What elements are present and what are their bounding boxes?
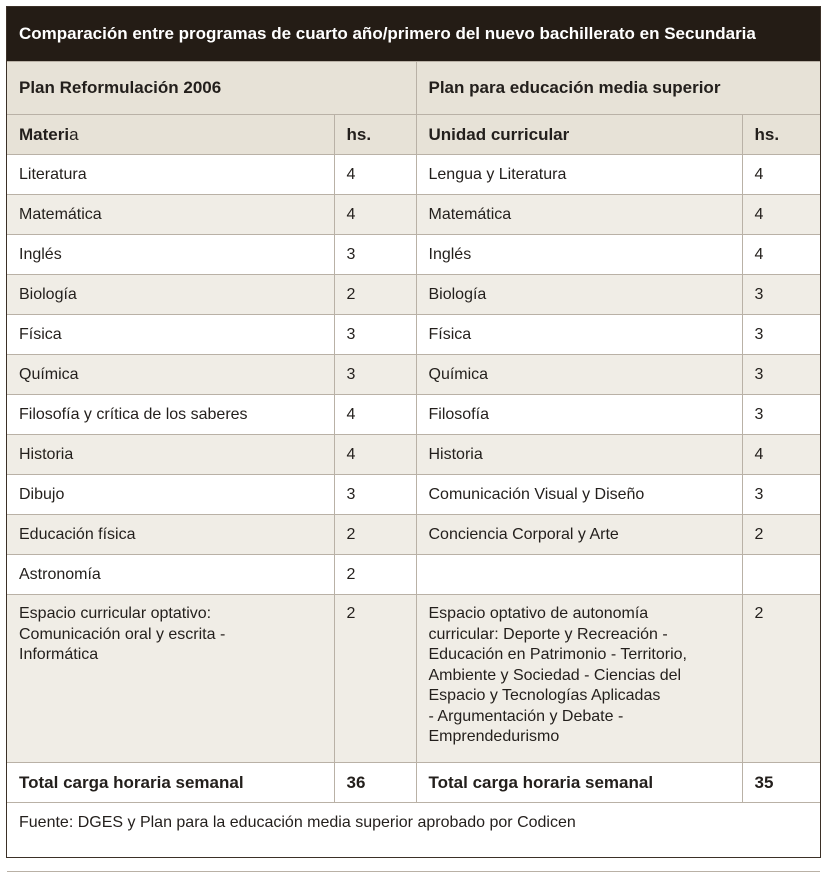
right-subject-multiline	[416, 595, 742, 763]
left-subject-line: Comunicación oral y escrita -	[19, 625, 226, 643]
right-subject-line: Espacio optativo de autonomía	[428, 605, 649, 622]
right-subject-line: curricular: Deporte y Recreación -	[428, 625, 668, 643]
left-subject-line: Espacio curricular optativo:	[19, 605, 212, 622]
left-hours: 2	[334, 555, 416, 595]
right-subject: Conciencia Corporal y Arte	[416, 515, 742, 555]
source-row	[7, 803, 820, 872]
right-subject: Física	[416, 315, 742, 355]
left-subject: Historia	[7, 435, 334, 475]
left-subject: Astronomía	[7, 555, 334, 595]
left-subject: Literatura	[7, 155, 334, 195]
table-row	[7, 355, 820, 395]
right-hours: 3	[742, 395, 820, 435]
right-hours: 3	[742, 475, 820, 515]
left-subject: Biología	[7, 275, 334, 315]
right-subject-line: Educación en Patrimonio - Territorio,	[428, 646, 687, 663]
right-hours: 2	[742, 515, 820, 555]
right-subject: Comunicación Visual y Diseño	[416, 475, 742, 515]
right-hours: 4	[742, 155, 820, 195]
total-row	[7, 763, 820, 803]
left-subject-line: Informática	[19, 646, 99, 663]
right-subject: Filosofía	[416, 395, 742, 435]
left-hours: 3	[334, 355, 416, 395]
plan-header-row	[7, 62, 820, 115]
left-hours: 3	[334, 315, 416, 355]
column-header-row	[7, 115, 820, 155]
table-row	[7, 275, 820, 315]
total-right-label: Total carga horaria semanal	[416, 763, 742, 803]
header-left-subject	[7, 115, 334, 155]
plan-left-title: Plan Reformulación 2006	[7, 62, 416, 115]
left-hours: 2	[334, 515, 416, 555]
left-subject: Inglés	[7, 235, 334, 275]
right-subject	[416, 555, 742, 595]
table-row	[7, 435, 820, 475]
left-hours: 2	[334, 595, 416, 763]
right-subject: Matemática	[416, 195, 742, 235]
table-row	[7, 475, 820, 515]
left-subject: Filosofía y crítica de los saberes	[7, 395, 334, 435]
right-hours: 2	[742, 595, 820, 763]
right-subject: Química	[416, 355, 742, 395]
comparison-table	[7, 61, 820, 872]
right-subject-line: Ambiente y Sociedad - Ciencias del	[428, 666, 682, 684]
right-subject: Historia	[416, 435, 742, 475]
left-hours: 4	[334, 195, 416, 235]
right-hours: 4	[742, 435, 820, 475]
table-row	[7, 395, 820, 435]
table-row	[7, 315, 820, 355]
right-subject-line: Emprendedurismo	[428, 728, 560, 745]
table-title: Comparación entre programas de cuarto año/primero del nuevo bachillerato en Secundaria	[7, 7, 820, 61]
left-subject: Matemática	[7, 195, 334, 235]
source-note: Fuente: DGES y Plan para la educación media superior aprobado por Codicen	[7, 803, 820, 872]
right-hours: 3	[742, 315, 820, 355]
left-hours: 4	[334, 435, 416, 475]
right-hours	[742, 555, 820, 595]
left-subject-multiline	[7, 595, 334, 763]
total-right-value: 35	[742, 763, 820, 803]
header-right-subject: Unidad curricular	[416, 115, 742, 155]
total-left-label: Total carga horaria semanal	[7, 763, 334, 803]
left-subject: Educación física	[7, 515, 334, 555]
header-left-subject-bold: Materi	[19, 124, 70, 144]
right-hours: 4	[742, 235, 820, 275]
table-row	[7, 555, 820, 595]
table-row	[7, 195, 820, 235]
left-subject: Física	[7, 315, 334, 355]
table-row-optional-space	[7, 595, 820, 763]
table-row	[7, 235, 820, 275]
left-subject: Química	[7, 355, 334, 395]
plan-right-title: Plan para educación media superior	[416, 62, 820, 115]
left-subject: Dibujo	[7, 475, 334, 515]
left-hours: 3	[334, 235, 416, 275]
table-row	[7, 155, 820, 195]
comparison-table-card	[6, 6, 821, 858]
right-subject: Lengua y Literatura	[416, 155, 742, 195]
left-hours: 4	[334, 155, 416, 195]
header-left-subject-tail: a	[69, 124, 79, 144]
table-row	[7, 515, 820, 555]
left-hours: 3	[334, 475, 416, 515]
right-subject-line: - Argumentación y Debate -	[428, 707, 624, 725]
header-right-hours: hs.	[742, 115, 820, 155]
total-left-value: 36	[334, 763, 416, 803]
right-hours: 3	[742, 275, 820, 315]
right-subject: Inglés	[416, 235, 742, 275]
header-left-hours: hs.	[334, 115, 416, 155]
right-subject: Biología	[416, 275, 742, 315]
left-hours: 4	[334, 395, 416, 435]
right-hours: 3	[742, 355, 820, 395]
left-hours: 2	[334, 275, 416, 315]
right-hours: 4	[742, 195, 820, 235]
right-subject-line: Espacio y Tecnologías Aplicadas	[428, 687, 661, 704]
